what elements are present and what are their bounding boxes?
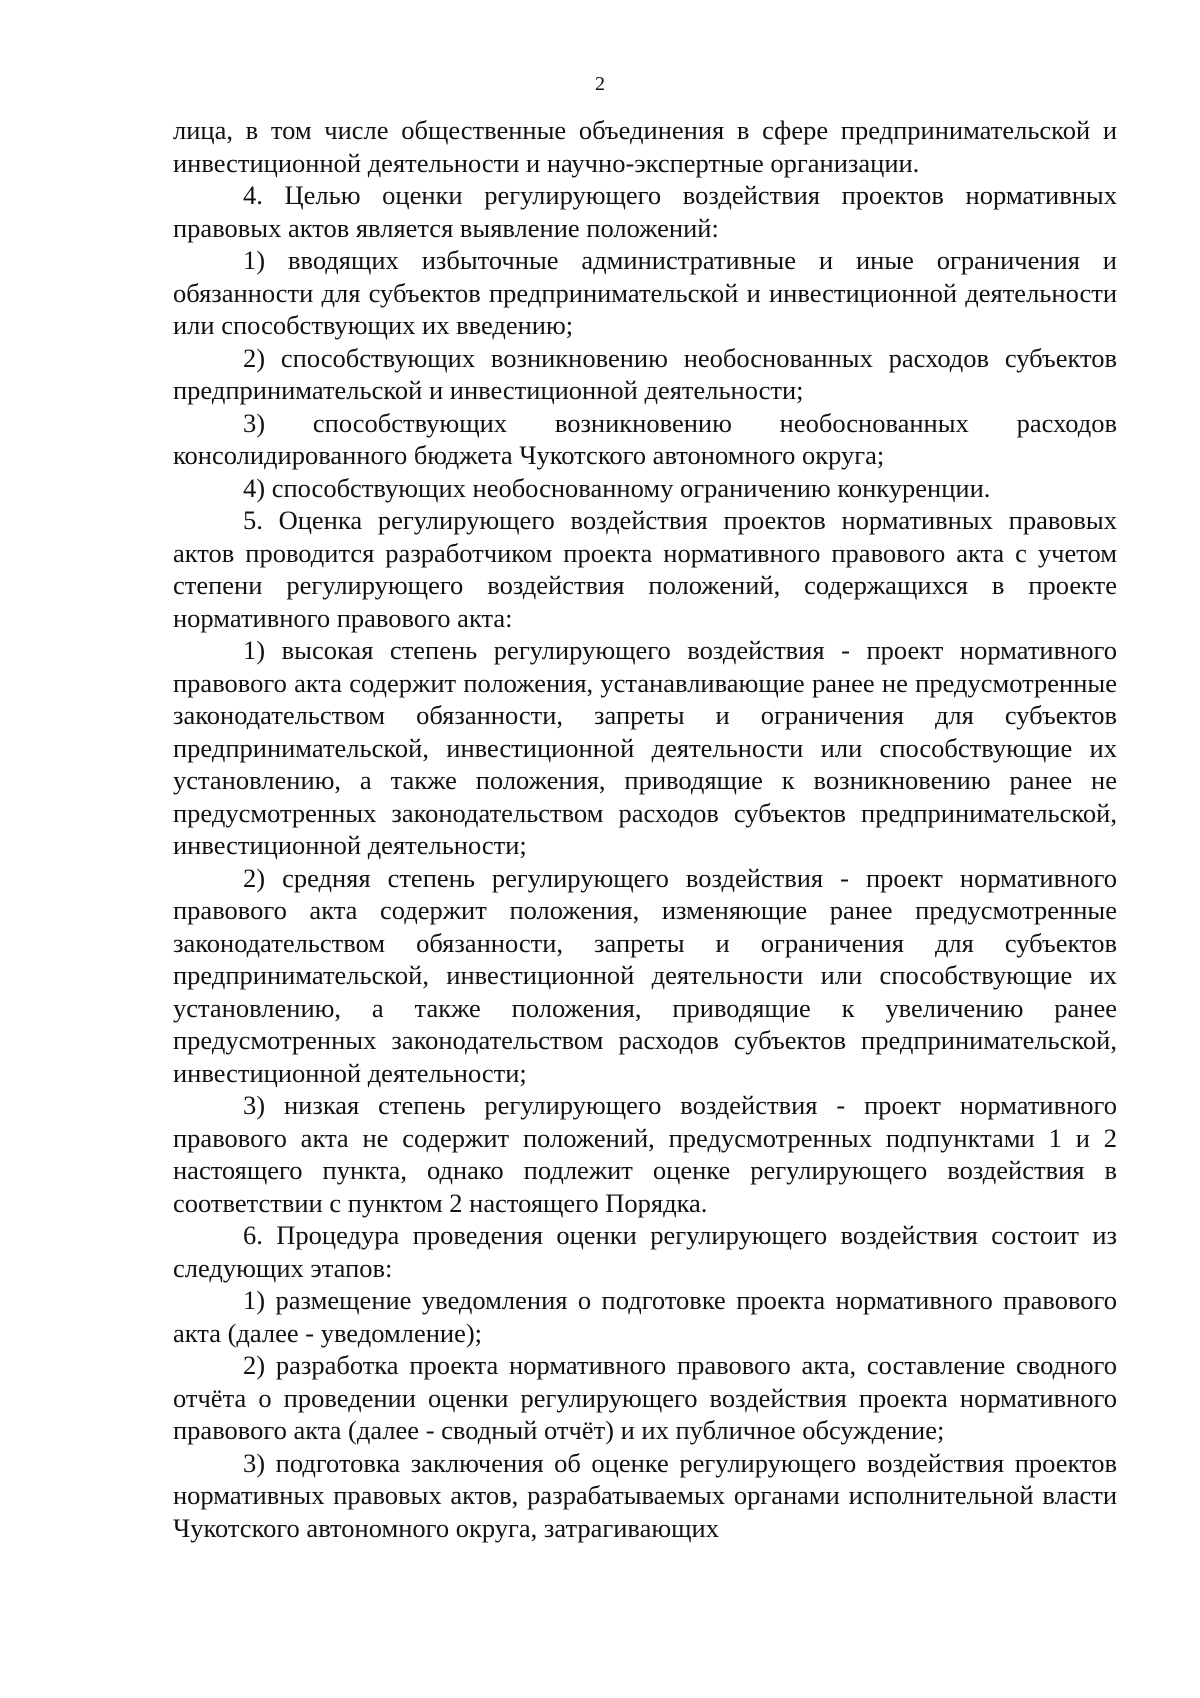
subparagraph-6-3: 3) подготовка заключения об оценке регулирующего воздействия проектов нормативных правовых актов, разрабатываемых органами исполнительной власти Чукотского автономного округа, затрагивающих: [173, 1447, 1117, 1543]
subparagraph-4-1: 1) вводящих избыточные административные и иные ограничения и обязанности для субъектов предпринимательской и инвестиционной деятельности или способствующих их введению;: [173, 245, 1117, 340]
page-number: 2: [595, 73, 605, 95]
subparagraph-4-3: 3) способствующих возникновению необоснованных расходов консолидированного бюджета Чукотского автономного округа;: [173, 407, 1117, 470]
subparagraph-4-4: 4) способствующих необоснованному ограничению конкуренции.: [243, 472, 991, 503]
document-body: [173, 114, 1117, 1544]
paragraph-item-6: 6. Процедура проведения оценки регулирующего воздействия состоит из следующих этапов:: [173, 1220, 1117, 1283]
subparagraph-6-2: 2) разработка проекта нормативного правового акта, составление сводного отчёта о проведении оценки регулирующего воздействия проекта нормативного правового акта (далее - сводный отчёт) и их публичное обсуждение;: [173, 1350, 1117, 1445]
subparagraph-4-2: 2) способствующих возникновению необоснованных расходов субъектов предпринимательской и инвестиционной деятельности;: [173, 342, 1117, 405]
subparagraph-5-3: 3) низкая степень регулирующего воздействия - проект нормативного правового акта не содержит положений, предусмотренных подпунктами 1 и 2 настоящего пункта, однако подлежит оценке регулирующего воздействия в соответствии с пунктом 2 настоящего Порядка.: [173, 1090, 1117, 1218]
paragraph-item-5: 5. Оценка регулирующего воздействия проектов нормативных правовых актов проводится разработчиком проекта нормативного правового акта с учетом степени регулирующего воздействия положений, содержащихся в проекте нормативного правового акта:: [173, 505, 1117, 633]
subparagraph-5-2: 2) средняя степень регулирующего воздействия - проект нормативного правового акта содержит положения, изменяющие ранее предусмотренные законодательством обязанности, запреты и ограничения для субъектов предпринимательской, инвестиционной деятельности или способствующие их установлению, а также положения, приводящие к увеличению ранее предусмотренных законодательством расходов субъектов предпринимательской, инвестиционной деятельности;: [173, 862, 1117, 1088]
paragraph-persons-continuation: лица, в том числе общественные объединения в сфере предпринимательской и инвестиционной деятельности и научно-экспертные организации.: [173, 115, 1117, 178]
subparagraph-5-1: 1) высокая степень регулирующего воздействия - проект нормативного правового акта содержит положения, устанавливающие ранее не предусмотренные законодательством обязанности, запреты и ограничения для субъектов предпринимательской, инвестиционной деятельности или способствующие их установлению, а также положения, приводящие к возникновению ранее не предусмотренных законодательством расходов субъектов предпринимательской, инвестиционной деятельности;: [173, 635, 1117, 860]
subparagraph-6-1: 1) размещение уведомления о подготовке проекта нормативного правового акта (далее - уведомление);: [173, 1285, 1117, 1348]
paragraph-item-4: 4. Целью оценки регулирующего воздействия проектов нормативных правовых актов является выявление положений:: [173, 180, 1117, 243]
